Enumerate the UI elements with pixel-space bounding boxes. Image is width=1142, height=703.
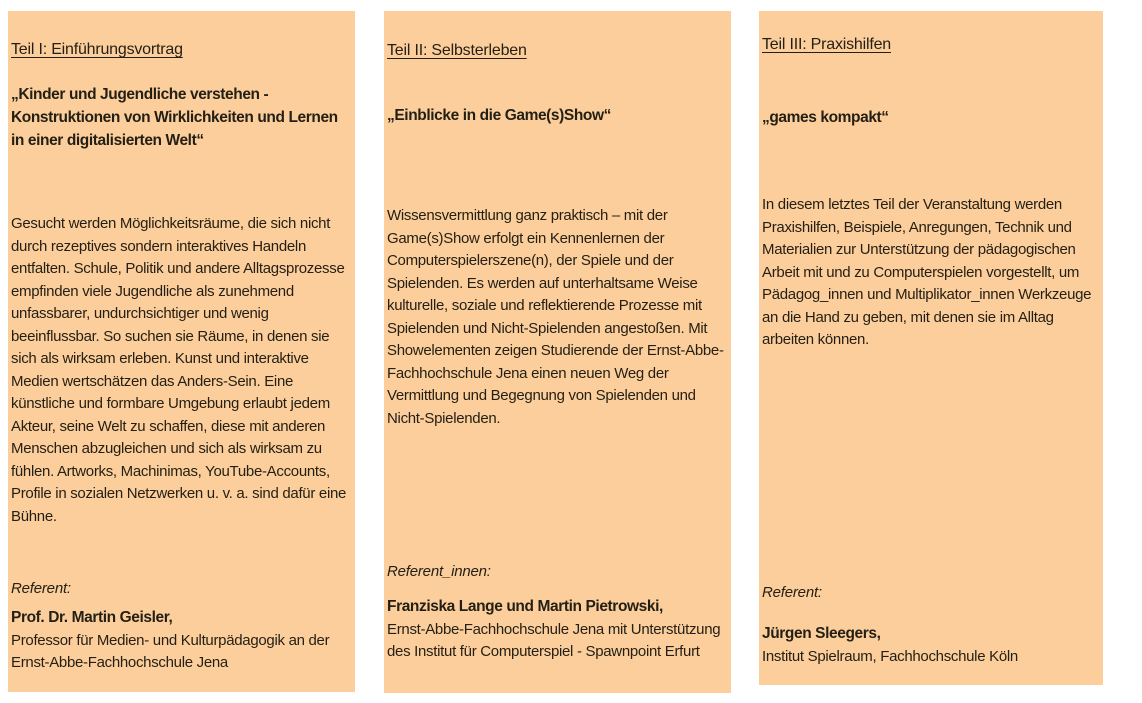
speaker-label-teil-3: Referent: (762, 584, 822, 601)
speaker-block-teil-1 (11, 607, 350, 675)
section-heading-teil-2: Teil II: Selbsterleben (387, 42, 527, 59)
speaker-label-teil-1: Referent: (11, 580, 71, 597)
speaker-name-teil-1: Prof. Dr. Martin Geisler, (11, 609, 173, 626)
speaker-name-teil-3: Jürgen Sleegers, (762, 625, 881, 642)
panel-teil-2 (384, 11, 731, 693)
description-teil-3: In diesem letztes Teil der Veranstaltung werden Praxishilfen, Beispiele, Anregungen, Technik und Materialien zur Unterstützung der pädagogischen Arbeit mit und zu Computerspielen vorgestellt, um Pädagog_innen und Multiplikator_innen Werkzeuge an die Hand zu geben, mit denen sie im Alltag arbeiten können. (762, 196, 1092, 348)
speaker-label-teil-2: Referent_innen: (387, 563, 491, 580)
speaker-block-teil-2 (387, 596, 726, 664)
speaker-name-teil-2: Franziska Lange und Martin Pietrowski, (387, 598, 663, 615)
description-teil-1: Gesucht werden Möglichkeitsräume, die sich nicht durch rezeptives sondern interaktives Handeln entfalten. Schule, Politik und andere Alltagsprozesse empfinden viele Jugendliche als zunehmend unfassbarer, undurchsichtiger und wenig beeinflussbar. So suchen sie Räume, in denen sie sich als wirksam erleben. Kunst und interaktive Medien wertschätzen das Anders-Sein. Eine künstliche und formbare Umgebung erlaubt jedem Akteur, seine Welt zu schaffen, diese mit anderen Menschen abzugleichen und sich als wirksam zu fühlen. Artworks, Machinimas, YouTube-Accounts, Profile in sozialen Netzwerken u. v. a. sind dafür eine Bühne. (11, 215, 347, 525)
speaker-affiliation-teil-1: Professor für Medien- und Kulturpädagogik an der Ernst-Abbe-Fachhochschule Jena (11, 631, 330, 671)
speaker-affiliation-teil-3: Institut Spielraum, Fachhochschule Köln (762, 647, 1018, 665)
talk-title-teil-1: „Kinder und Jugendliche verstehen - Konstruktionen von Wirklichkeiten und Lernen in einer digitalisierten Welt“ (11, 86, 338, 149)
talk-title-teil-2: „Einblicke in die Game(s)Show“ (387, 107, 611, 124)
section-heading-teil-3: Teil III: Praxishilfen (762, 36, 891, 53)
speaker-affiliation-teil-2: Ernst-Abbe-Fachhochschule Jena mit Unterstützung des Institut für Computerspiel - Spawnpoint Erfurt (387, 620, 721, 660)
panel-teil-1 (8, 11, 355, 692)
talk-title-teil-3: „games kompakt“ (762, 109, 889, 126)
section-heading-teil-1: Teil I: Einführungsvortrag (11, 41, 183, 58)
speaker-block-teil-3 (762, 623, 1098, 668)
description-teil-2: Wissensvermittlung ganz praktisch – mit der Game(s)Show erfolgt ein Kennenlernen der Computerspielerszene(n), der Spiele und der Spielenden. Es werden auf unterhaltsame Weise kulturelle, soziale und reflektierende Prozesse mit Spielenden und Nicht-Spielenden angestoßen. Mit Showelementen zeigen Studierende der Ernst-Abbe-Fachhochschule Jena einen neuen Weg der Vermittlung und Begegnung von Spielenden und Nicht-Spielenden. (387, 207, 724, 427)
panel-teil-3 (759, 11, 1103, 685)
